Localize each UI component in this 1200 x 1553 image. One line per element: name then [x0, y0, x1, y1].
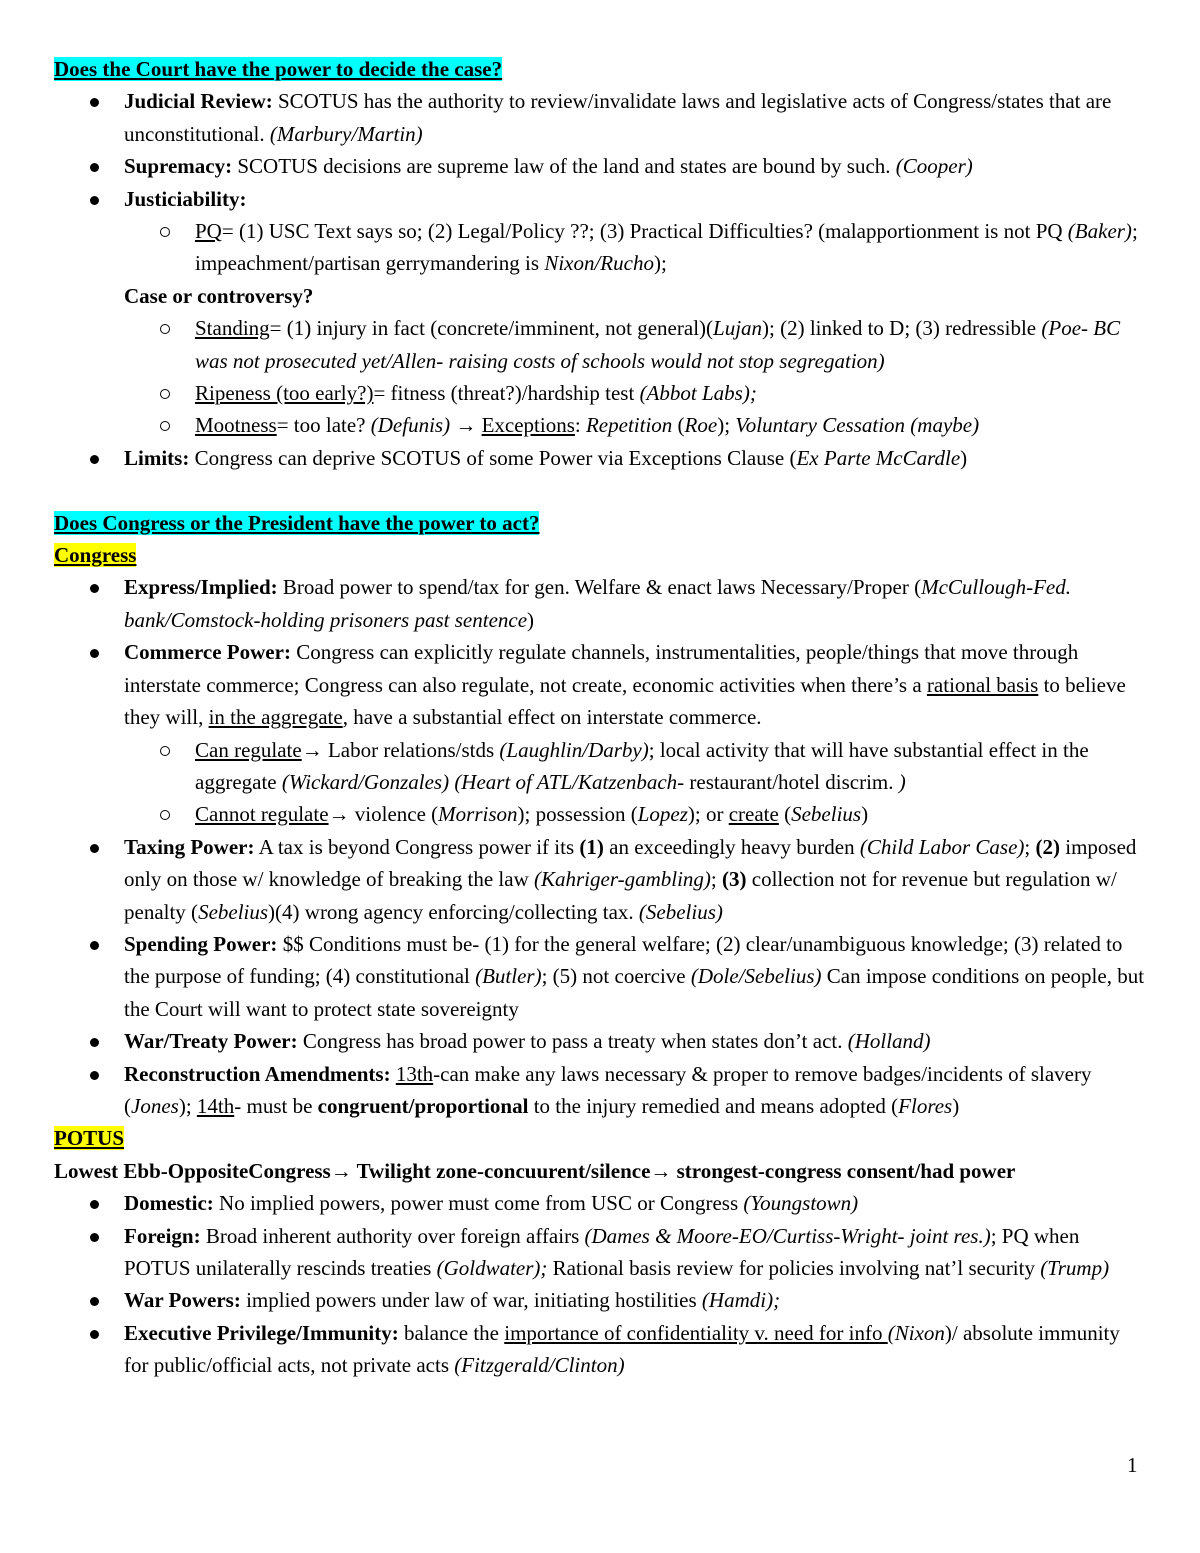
case-cite: (Defunis): [370, 413, 451, 438]
term-label: Can regulate: [195, 737, 302, 762]
case-cite: (Baker): [1067, 219, 1132, 244]
bullet-text: Can impose conditions on people, but the Court will want to protect state sovereignty: [124, 964, 1145, 1021]
term-label: Exceptions: [481, 413, 575, 438]
bullet-text: imposed only on those w/ knowledge of breaking the law: [124, 834, 1137, 892]
term-label: create: [728, 802, 779, 827]
case-cite: (Dames & Moore-EO/Curtiss-Wright- joint res.): [584, 1223, 991, 1248]
case-cite: (Hamdi);: [701, 1288, 781, 1313]
bullet-text: → violence (: [328, 802, 439, 827]
bullet-text: (: [778, 802, 792, 827]
bullet-icon: [90, 455, 99, 464]
case-cite: Sebelius: [198, 899, 269, 924]
section-heading-court-power: [54, 53, 1149, 85]
bullet-text: -can make any laws necessary & proper to remove badges/incidents of slavery (: [124, 1061, 1092, 1118]
term-label: Standing: [195, 316, 270, 341]
bullet-text: ; (5) not coercive: [541, 964, 691, 989]
term-label: Ripeness (too early?): [195, 381, 374, 406]
circle-bullet-icon: [160, 389, 170, 399]
bullet-executive-privilege: [54, 1317, 1149, 1382]
term-label: Executive Privilege/Immunity:: [124, 1320, 399, 1345]
bullet-text: to the injury remedied and means adopted (: [528, 1093, 899, 1118]
bullet-text: balance the: [398, 1320, 505, 1345]
bullet-text: ;: [710, 867, 722, 892]
list-number: (2): [1035, 834, 1060, 859]
term-label: Reconstruction Amendments:: [124, 1061, 391, 1086]
term-label: congruent/proportional: [317, 1093, 529, 1118]
bullet-text: ): [861, 802, 869, 827]
bullet-text: → Labor relations/stds: [301, 737, 500, 762]
bullet-supremacy: [54, 150, 1149, 182]
case-cite: Lujan: [713, 316, 763, 341]
case-cite: (Poe- BC was not prosecuted yet/Allen- raising costs of schools would not stop segregation): [195, 316, 1121, 373]
bullet-text: SCOTUS has the authority to review/invalidate laws and legislative acts of Congress/states that are unconstitutional.: [124, 89, 1112, 146]
term-label: rational basis: [926, 672, 1039, 697]
case-cite: (Cooper): [895, 154, 973, 179]
term-label: Taxing Power:: [124, 834, 255, 859]
bullet-judicial-review: [54, 85, 1149, 150]
subheading-potus: [54, 1122, 1149, 1154]
bullet-text: );: [717, 413, 736, 438]
bullet-commerce-power: [54, 636, 1149, 733]
bullet-icon: [90, 1297, 99, 1306]
bullet-text: ; PQ when POTUS unilaterally rescinds treaties: [124, 1223, 1080, 1281]
heading-text: POTUS: [54, 1126, 125, 1151]
term-label: War/Treaty Power:: [124, 1029, 298, 1054]
case-cite: (Nixon: [887, 1320, 945, 1345]
bullet-text: );: [178, 1093, 197, 1118]
case-cite: Roe: [684, 413, 718, 438]
term-label: Express/Implied:: [124, 575, 278, 600]
bullet-text: restaurant/hotel discrim.: [684, 769, 899, 794]
bullet-icon: [90, 1233, 99, 1242]
circle-bullet-icon: [160, 810, 170, 820]
bullet-text: to believe they will,: [124, 672, 1126, 730]
bullet-icon: [90, 649, 99, 658]
bullet-icon: [90, 196, 99, 205]
bullet-text: , have a substantial effect on interstate commerce.: [342, 705, 762, 730]
bullet-icon: [90, 1200, 99, 1209]
bullet-text: Rational basis review for policies involving nat’l security: [547, 1256, 1041, 1281]
bullet-spending-power: [54, 928, 1149, 1025]
bullet-text: = (1) injury in fact (concrete/imminent, not general)(: [269, 316, 714, 341]
bullet-text: Congress can deprive SCOTUS of some Power via Exceptions Clause (: [189, 445, 797, 470]
bullet-text: Congress has broad power to pass a treaty when states don’t act.: [297, 1029, 848, 1054]
term-label: Commerce Power:: [124, 640, 291, 665]
bullet-icon: [90, 584, 99, 593]
subbullet-ripeness: [54, 377, 1149, 409]
term-label: Cannot regulate: [195, 802, 329, 827]
bullet-icon: [90, 1071, 99, 1080]
case-cite: (Abbot Labs);: [639, 381, 757, 406]
bullet-war-powers: [54, 1284, 1149, 1316]
case-cite: (Holland): [847, 1029, 931, 1054]
term-label: Justiciability:: [124, 186, 247, 211]
document-page: [54, 53, 1149, 1382]
heading-text: Does Congress or the President have the power to act?: [54, 510, 540, 535]
case-cite: (Wickard/Gonzales) (Heart of ATL/Katzenbach-: [281, 769, 685, 794]
bullet-text: ): [527, 607, 535, 632]
bullet-text: $$ Conditions must be- (1) for the general welfare; (2) clear/unambiguous knowledge; (3) related to the purpose of funding; (4) constitutional: [124, 931, 1123, 989]
bullet-text: Broad inherent authority over foreign affairs: [200, 1223, 585, 1248]
bullet-reconstruction-amendments: [54, 1058, 1149, 1123]
case-cite: Flores: [898, 1093, 953, 1118]
bullet-text: an exceedingly heavy burden: [603, 834, 860, 859]
term-label: Mootness: [195, 413, 277, 438]
term-label: PQ: [195, 219, 222, 244]
bullet-text: );: [653, 251, 667, 276]
subbullet-pq: [54, 215, 1149, 280]
subbullet-standing: [54, 312, 1149, 377]
bullet-text: = (1) USC Text says so; (2) Legal/Policy ??; (3) Practical Difficulties? (malapportionment is not PQ: [221, 219, 1068, 244]
bullet-text: )/ absolute immunity for public/official acts, not private acts: [124, 1320, 1120, 1378]
bullet-text: ; local activity that will have substantial effect in the aggregate: [195, 737, 1089, 794]
term-label: importance of confidentiality v. need for info: [504, 1320, 888, 1345]
term-label: Case or controversy?: [124, 283, 314, 308]
bullet-text: (: [672, 413, 685, 438]
bullet-icon: [90, 163, 99, 172]
case-cite: (Youngstown): [743, 1191, 859, 1216]
case-cite: (Goldwater);: [436, 1256, 548, 1281]
case-cite: (Butler): [475, 964, 542, 989]
case-cite: (Trump): [1040, 1256, 1110, 1281]
bullet-text: ;: [1024, 834, 1036, 859]
bullet-text: = fitness (threat?)/hardship test: [373, 381, 640, 406]
case-or-controversy-label: [54, 280, 1149, 312]
potus-framework-line: Lowest Ebb-OppositeCongress→ Twilight zone-concuurent/silence→ strongest-congress consent/had power: [54, 1158, 1016, 1183]
bullet-limits: [54, 442, 1149, 474]
case-cite: (Child Labor Case): [859, 834, 1025, 859]
bullet-text: ); or: [687, 802, 729, 827]
circle-bullet-icon: [160, 746, 170, 756]
bullet-war-treaty-power: [54, 1025, 1149, 1057]
case-cite: (Sebelius): [638, 899, 723, 924]
bullet-text: ): [952, 1093, 960, 1118]
case-cite: Jones: [131, 1093, 179, 1118]
bullet-text: = too late?: [276, 413, 371, 438]
term-label: 13th: [395, 1061, 434, 1086]
circle-bullet-icon: [160, 421, 170, 431]
term-label: Domestic:: [124, 1191, 214, 1216]
subbullet-cannot-regulate: [54, 798, 1149, 830]
circle-bullet-icon: [160, 227, 170, 237]
bullet-text: collection not for revenue but regulation w/ penalty (: [124, 867, 1117, 924]
subheading-congress: [54, 539, 1149, 571]
term-label: Foreign:: [124, 1223, 201, 1248]
bullet-text: SCOTUS decisions are supreme law of the land and states are bound by such.: [232, 154, 896, 179]
term-label: in the aggregate: [208, 705, 343, 730]
case-cite: Sebelius: [791, 802, 862, 827]
bullet-taxing-power: [54, 831, 1149, 928]
case-cite: (Dole/Sebelius): [690, 964, 822, 989]
case-cite: Lopez: [637, 802, 688, 827]
term-label: Supremacy:: [124, 154, 233, 179]
bullet-icon: [90, 1038, 99, 1047]
spacer: [54, 474, 1149, 506]
circle-bullet-icon: [160, 324, 170, 334]
list-number: (1): [579, 834, 604, 859]
bullet-text: ): [960, 445, 968, 470]
bullet-text: A tax is beyond Congress power if its: [254, 834, 580, 859]
subbullet-mootness: [54, 409, 1149, 441]
case-cite: Repetition: [585, 413, 673, 438]
bullet-text: Congress can explicitly regulate channels, instrumentalities, people/things that move through interstate commerce; Congress can also regulate, not create, economic activities when there’s a: [124, 640, 1079, 697]
case-cite: (Fitzgerald/Clinton): [454, 1353, 625, 1378]
case-cite: Nixon/Rucho: [544, 251, 654, 276]
bullet-text: ; impeachment/partisan gerrymandering is: [195, 219, 1138, 276]
heading-text: Congress: [54, 543, 137, 568]
heading-text: Does the Court have the power to decide the case?: [54, 57, 503, 81]
bullet-icon: [90, 98, 99, 107]
bullet-text: ); (2) linked to D; (3) redressible: [762, 316, 1042, 341]
case-cite: (Kahriger-gambling): [534, 867, 711, 892]
term-label: Spending Power:: [124, 931, 278, 956]
bullet-text: implied powers under law of war, initiating hostilities: [240, 1288, 702, 1313]
bullet-text: - must be: [234, 1093, 318, 1118]
bullet-icon: [90, 1330, 99, 1339]
list-number: (3): [722, 867, 747, 892]
bullet-text: →: [450, 413, 482, 438]
bullet-icon: [90, 941, 99, 950]
bullet-domestic: [54, 1187, 1149, 1219]
bullet-text: No implied powers, power must come from USC or Congress: [213, 1191, 744, 1216]
case-cite: ): [898, 769, 906, 794]
bullet-foreign: [54, 1220, 1149, 1285]
bullet-text: Broad power to spend/tax for gen. Welfare & enact laws Necessary/Proper (: [277, 575, 922, 600]
term-label: War Powers:: [124, 1288, 241, 1313]
case-cite: McCullough-Fed. bank/Comstock-holding prisoners past sentence: [124, 575, 1071, 632]
section-heading-congress-president: [54, 507, 1149, 539]
bullet-text: )(4) wrong agency enforcing/collecting tax.: [268, 899, 639, 924]
bullet-justiciability: [54, 183, 1149, 215]
case-cite: Voluntary Cessation (maybe): [735, 413, 980, 438]
case-cite: Ex Parte McCardle: [796, 445, 961, 470]
bullet-text: :: [574, 413, 586, 438]
case-cite: (Laughlin/Darby): [499, 737, 649, 762]
subbullet-can-regulate: [54, 734, 1149, 799]
bullet-text: ); possession (: [517, 802, 638, 827]
bullet-express-implied: [54, 571, 1149, 636]
page-number: 1: [1127, 1453, 1138, 1477]
term-label: 14th: [196, 1093, 235, 1118]
case-cite: (Marbury/Martin): [269, 121, 423, 146]
term-label: Limits:: [124, 445, 190, 470]
term-label: Judicial Review:: [124, 89, 273, 114]
bullet-icon: [90, 844, 99, 853]
case-cite: Morrison: [438, 802, 518, 827]
